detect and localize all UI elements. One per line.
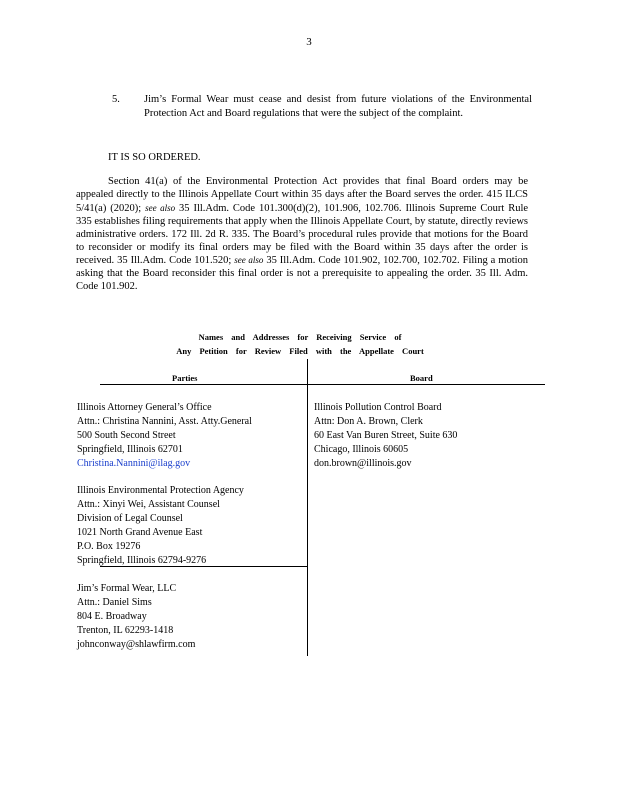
- jims-email: johnconway@shlawfirm.com: [77, 639, 196, 650]
- address-line: Attn: Don A. Brown, Clerk: [314, 416, 423, 427]
- address-line: Attn.: Daniel Sims: [77, 597, 152, 608]
- order-item-text: Jim’s Formal Wear must cease and desist from future violations of the Environmental Protection Act and Board regulations that were the subject of the complaint.: [144, 94, 532, 119]
- board-column-header: Board: [410, 373, 433, 383]
- address-line: Springfield, Illinois 62794-9276: [77, 555, 207, 566]
- jims-formal-wear-address: [77, 582, 195, 652]
- see-also-signal: see also: [234, 255, 264, 266]
- address-line: Jim’s Formal Wear, LLC: [77, 583, 177, 594]
- table-column-divider: [307, 359, 308, 656]
- appeal-paragraph: [76, 176, 528, 294]
- address-line: Illinois Pollution Control Board: [314, 402, 442, 413]
- page-number: 3: [306, 36, 312, 48]
- service-title-line2: Any Petition for Review Filed with the Appellate Court: [176, 346, 424, 356]
- board-address: [314, 401, 457, 471]
- address-line: Springfield, Illinois 62701: [77, 444, 183, 455]
- address-line: 60 East Van Buren Street, Suite 630: [314, 430, 458, 441]
- table-top-rule: [100, 384, 545, 385]
- attorney-general-address: [77, 401, 252, 471]
- service-title-line1: Names and Addresses for Receiving Service of: [198, 332, 402, 342]
- address-line: Trenton, IL 62293-1418: [77, 625, 174, 636]
- order-item-5: [112, 93, 532, 120]
- address-line: Attn.: Xinyi Wei, Assistant Counsel: [77, 499, 220, 510]
- address-line: Illinois Environmental Protection Agency: [77, 485, 244, 496]
- address-line: 1021 North Grand Avenue East: [77, 527, 203, 538]
- attorney-general-email-link[interactable]: Christina.Nannini@ilag.gov: [77, 458, 191, 469]
- appeal-text-part2: 35 Ill.Adm. Code 101.300(d)(2), 101.906, 102.706. Illinois Supreme Court Rule 335 establishes filing requirements that apply when the Illinois Appellate Court, by statute, directly reviews administrative orders. 172 Ill. 2d R. 335. The Board’s procedural rules provide that motions for the Board to reconsider or modify its final orders may be filed with the Board within 35 days after the order is received. 35 Ill.Adm. Code 101.520;: [76, 202, 529, 267]
- address-line: Illinois Attorney General’s Office: [77, 402, 212, 413]
- appeal-text-part3: 35 Ill.Adm. Code 101.902, 102.700, 102.702. Filing a motion asking that the Board reconsider this final order is not a prerequisite to appealing the order. 35 Ill. Adm. Code 101.902.: [76, 255, 529, 293]
- parties-column-header: Parties: [172, 373, 198, 383]
- address-line: P.O. Box 19276: [77, 541, 141, 552]
- order-item-number: 5.: [112, 94, 120, 105]
- address-line: Division of Legal Counsel: [77, 513, 183, 524]
- see-also-signal: see also: [145, 202, 176, 213]
- board-email: don.brown@illinois.gov: [314, 458, 412, 469]
- service-table-title: [150, 330, 450, 358]
- address-line: 804 E. Broadway: [77, 611, 147, 622]
- epa-address: [77, 484, 244, 568]
- so-ordered-heading: IT IS SO ORDERED.: [108, 152, 201, 163]
- appeal-text-part1: Section 41(a) of the Environmental Protection Act provides that final Board orders may be appealed directly to the Illinois Appellate Court within 35 days after the Board serves the order. 415 ILCS 5/41(a) (2020);: [76, 176, 528, 214]
- address-line: Attn.: Christina Nannini, Asst. Atty.General: [77, 416, 252, 427]
- address-line: Chicago, Illinois 60605: [314, 444, 409, 455]
- address-line: 500 South Second Street: [77, 430, 176, 441]
